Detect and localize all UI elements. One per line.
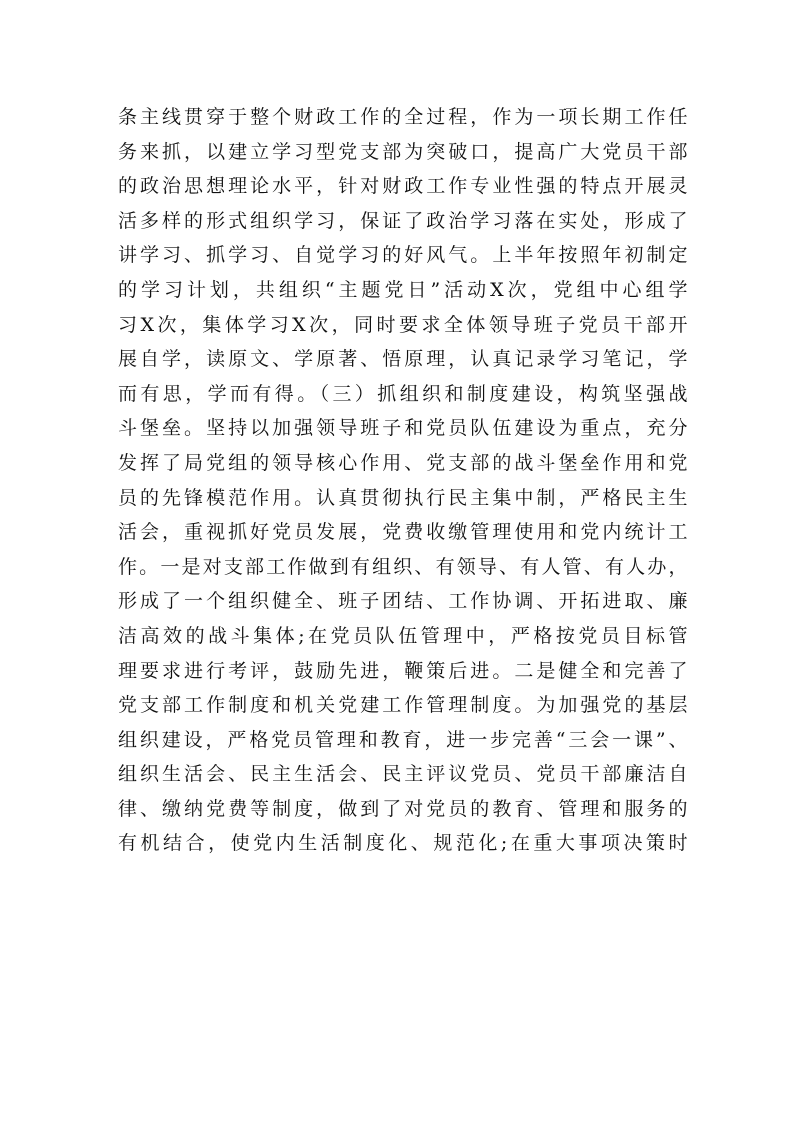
text-line-19: 组织建设，严格党员管理和教育，进一步完善“三会一课”、 <box>118 728 688 751</box>
text-line-18: 党支部工作制度和机关党建工作管理制度。为加强党的基层 <box>118 694 688 717</box>
body-text <box>118 100 688 861</box>
text-line-9: 而有思，学而有得。（三）抓组织和制度建设，构筑坚强战 <box>118 382 688 405</box>
text-line-21: 律、缴纳党费等制度，做到了对党员的教育、管理和服务的 <box>118 797 688 820</box>
text-line-15: 形成了一个组织健全、班子团结、工作协调、开拓进取、廉 <box>118 590 688 613</box>
text-line-2: 务来抓，以建立学习型党支部为突破口，提高广大党员干部 <box>118 140 688 163</box>
text-line-17: 理要求进行考评，鼓励先进，鞭策后进。二是健全和完善了 <box>118 659 688 682</box>
text-line-12: 员的先锋模范作用。认真贯彻执行民主集中制，严格民主生 <box>118 486 688 509</box>
text-line-8: 展自学，读原文、学原著、悟原理，认真记录学习笔记，学 <box>118 348 688 371</box>
text-line-11: 发挥了局党组的领导核心作用、党支部的战斗堡垒作用和党 <box>118 451 688 474</box>
text-line-5: 讲学习、抓学习、自觉学习的好风气。上半年按照年初制定 <box>118 244 688 267</box>
text-line-16: 洁高效的战斗集体;在党员队伍管理中，严格按党员目标管 <box>118 624 688 647</box>
text-line-3: 的政治思想理论水平，针对财政工作专业性强的特点开展灵 <box>118 175 688 198</box>
text-line-7: 习X次，集体学习X次，同时要求全体领导班子党员干部开 <box>118 313 688 336</box>
text-line-20: 组织生活会、民主生活会、民主评议党员、党员干部廉洁自 <box>118 763 688 786</box>
text-line-1: 条主线贯穿于整个财政工作的全过程，作为一项长期工作任 <box>118 106 688 128</box>
text-line-10: 斗堡垒。坚持以加强领导班子和党员队伍建设为重点，充分 <box>118 417 688 440</box>
text-line-22: 有机结合，使党内生活制度化、规范化;在重大事项决策时 <box>118 832 688 855</box>
text-line-6: 的学习计划，共组织“主题党日”活动X次，党组中心组学 <box>118 278 688 301</box>
text-line-13: 活会，重视抓好党员发展，党费收缴管理使用和党内统计工 <box>118 521 688 544</box>
text-line-4: 活多样的形式组织学习，保证了政治学习落在实处，形成了 <box>118 209 688 232</box>
text-line-14: 作。一是对支部工作做到有组织、有领导、有人管、有人办， <box>118 555 688 578</box>
